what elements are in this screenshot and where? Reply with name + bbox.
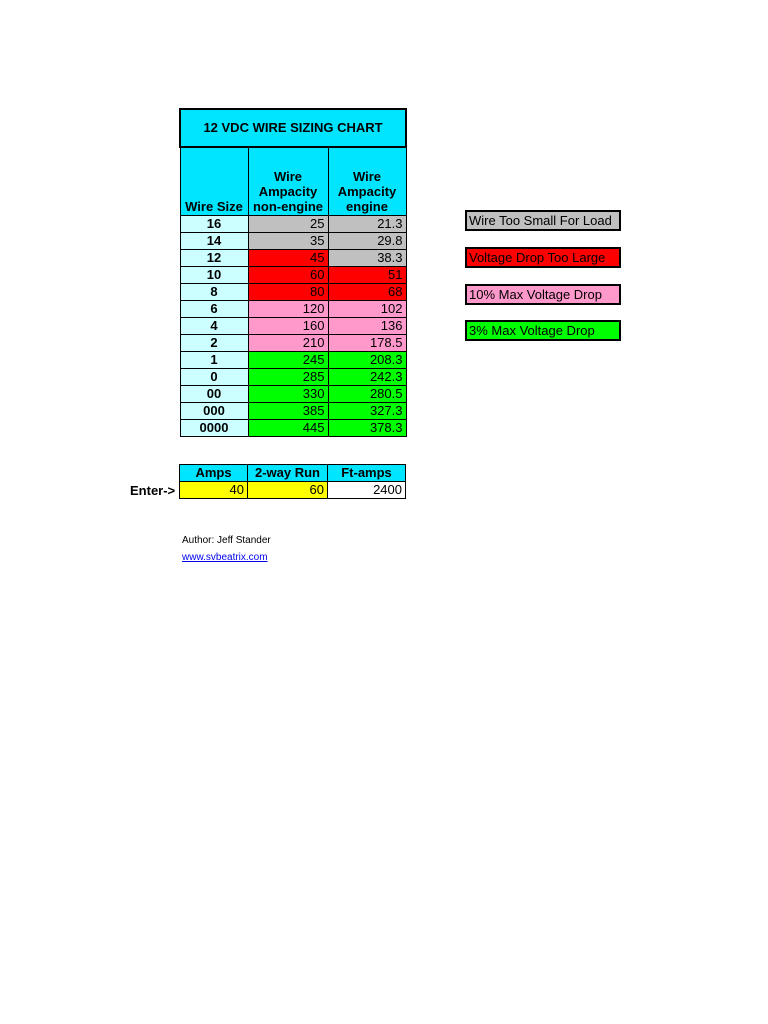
engine-ampacity-cell: 208.3	[328, 352, 406, 369]
engine-ampacity-cell: 21.3	[328, 216, 406, 233]
wire-size-cell: 8	[180, 284, 248, 301]
legend-wire-too-small: Wire Too Small For Load	[465, 210, 621, 231]
engine-ampacity-cell: 178.5	[328, 335, 406, 352]
wire-size-cell: 000	[180, 403, 248, 420]
non-engine-ampacity-cell: 445	[248, 420, 328, 437]
non-engine-ampacity-cell: 385	[248, 403, 328, 420]
enter-label: Enter->	[130, 483, 176, 498]
table-row	[180, 420, 406, 437]
non-engine-ampacity-cell: 285	[248, 369, 328, 386]
table-row	[180, 403, 406, 420]
amps-header: Amps	[180, 465, 248, 482]
non-engine-ampacity-cell: 120	[248, 301, 328, 318]
amps-input[interactable]: 40	[180, 482, 248, 499]
table-row	[180, 352, 406, 369]
non-engine-ampacity-cell: 60	[248, 267, 328, 284]
wire-size-cell: 00	[180, 386, 248, 403]
non-engine-ampacity-cell: 80	[248, 284, 328, 301]
non-engine-ampacity-header: Wire Ampacity non-engine	[248, 147, 328, 216]
engine-ampacity-cell: 136	[328, 318, 406, 335]
wire-size-cell: 2	[180, 335, 248, 352]
legend-10-percent-drop: 10% Max Voltage Drop	[465, 284, 621, 305]
engine-ampacity-header: Wire Ampacity engine	[328, 147, 406, 216]
engine-ampacity-cell: 378.3	[328, 420, 406, 437]
wire-sizing-chart	[179, 108, 407, 437]
non-engine-ampacity-cell: 160	[248, 318, 328, 335]
table-row	[180, 369, 406, 386]
engine-ampacity-cell: 102	[328, 301, 406, 318]
table-row	[180, 216, 406, 233]
table-row	[180, 301, 406, 318]
wire-size-cell: 10	[180, 267, 248, 284]
author-text: Author: Jeff Stander	[182, 535, 271, 546]
non-engine-ampacity-cell: 210	[248, 335, 328, 352]
wire-size-cell: 12	[180, 250, 248, 267]
ft-amps-output: 2400	[328, 482, 406, 499]
chart-title: 12 VDC WIRE SIZING CHART	[180, 109, 406, 147]
legend-3-percent-drop: 3% Max Voltage Drop	[465, 320, 621, 341]
website-link[interactable]: www.svbeatrix.com	[182, 552, 268, 563]
wire-size-header: Wire Size	[180, 147, 248, 216]
table-row	[180, 233, 406, 250]
non-engine-ampacity-cell: 45	[248, 250, 328, 267]
wire-size-cell: 1	[180, 352, 248, 369]
wire-size-cell: 0000	[180, 420, 248, 437]
wire-size-cell: 6	[180, 301, 248, 318]
non-engine-ampacity-cell: 35	[248, 233, 328, 250]
engine-ampacity-cell: 68	[328, 284, 406, 301]
table-row	[180, 284, 406, 301]
calculator-table	[179, 464, 406, 499]
table-row	[180, 318, 406, 335]
table-row	[180, 386, 406, 403]
table-row	[180, 250, 406, 267]
engine-ampacity-cell: 280.5	[328, 386, 406, 403]
non-engine-ampacity-cell: 330	[248, 386, 328, 403]
engine-ampacity-cell: 327.3	[328, 403, 406, 420]
ft-amps-header: Ft-amps	[328, 465, 406, 482]
chart-body	[180, 216, 406, 437]
table-row	[180, 267, 406, 284]
engine-ampacity-cell: 51	[328, 267, 406, 284]
wire-size-cell: 0	[180, 369, 248, 386]
wire-size-cell: 4	[180, 318, 248, 335]
wire-size-cell: 16	[180, 216, 248, 233]
engine-ampacity-cell: 242.3	[328, 369, 406, 386]
run-input[interactable]: 60	[248, 482, 328, 499]
run-header: 2-way Run	[248, 465, 328, 482]
wire-size-cell: 14	[180, 233, 248, 250]
legend-voltage-drop-too-large: Voltage Drop Too Large	[465, 247, 621, 268]
non-engine-ampacity-cell: 25	[248, 216, 328, 233]
non-engine-ampacity-cell: 245	[248, 352, 328, 369]
engine-ampacity-cell: 38.3	[328, 250, 406, 267]
engine-ampacity-cell: 29.8	[328, 233, 406, 250]
table-row	[180, 335, 406, 352]
